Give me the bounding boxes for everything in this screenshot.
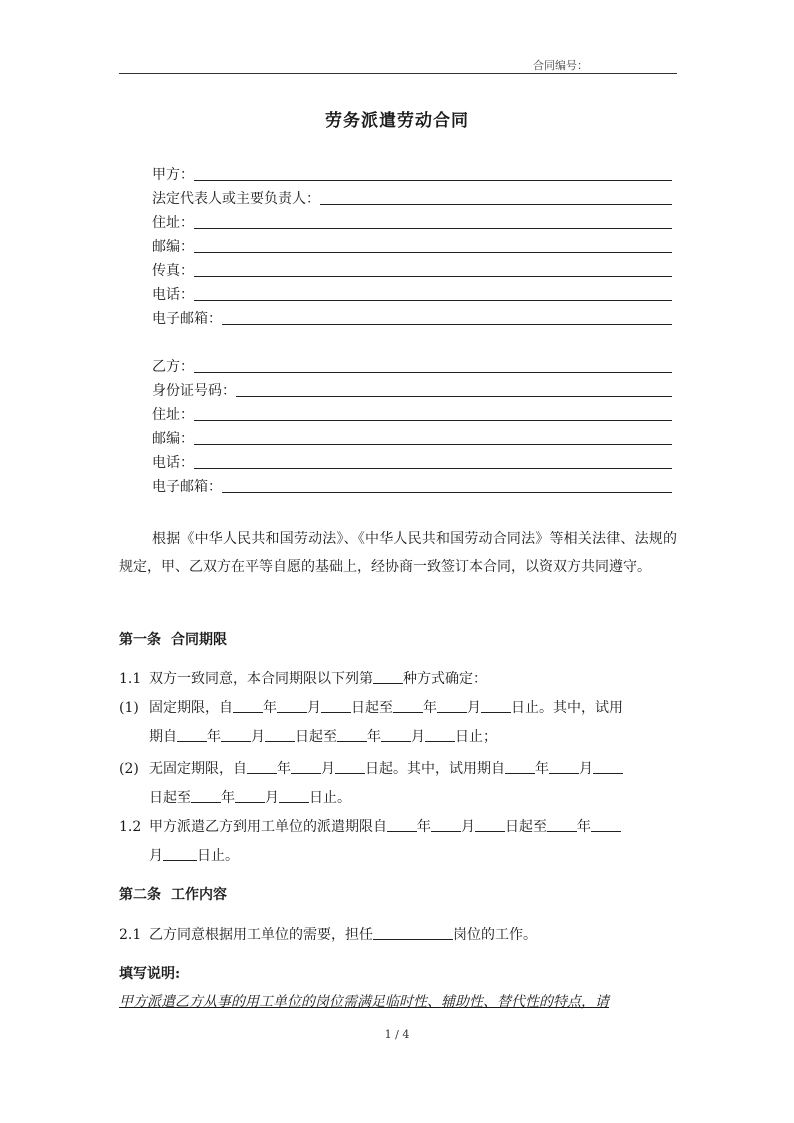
fill-line [222,492,672,493]
option-2-line-1 [119,758,679,778]
year-blank[interactable] [505,759,535,774]
day-blank[interactable] [593,759,623,774]
day-blank[interactable] [163,846,197,861]
fill-line [194,468,672,469]
month-text: 月 [265,790,279,806]
page-number: 1 / 4 [384,1028,410,1041]
clause-2-1 [119,924,679,944]
party-a-fax-label: 传真： [152,263,194,279]
party-a-name-field[interactable] [152,164,672,184]
document-title: 劳务派遣劳动合同 [325,111,469,131]
month-text: 月 [251,729,265,745]
month-blank[interactable] [235,788,265,803]
month-blank[interactable] [291,759,321,774]
intro-paragraph: 根据《中华人民共和国劳动法》、《中华人民共和国劳动合同法》等相关法律、法规的规定，甲、乙双方在平等自愿的基础上，经协商一致签订本合同，以资双方共同遵守。 [119,531,677,575]
year-blank[interactable] [191,788,221,803]
fill-line [194,276,672,277]
party-a-phone-label: 电话： [152,287,194,303]
clause-text: 种方式确定： [403,671,487,687]
option-1-line-2 [119,726,679,746]
option-text: 日起至 [351,700,393,716]
year-text: 年 [207,729,221,745]
party-a-phone-field[interactable] [152,284,672,304]
day-blank[interactable] [335,759,365,774]
fill-line [236,396,672,397]
year-text: 年 [277,761,291,777]
method-blank[interactable] [373,669,403,684]
article-2-number: 第二条 [119,887,161,903]
party-b-address-field[interactable] [152,404,672,424]
year-text: 年 [221,790,235,806]
option-text: 固定期限，自 [149,700,233,716]
party-a-postcode-label: 邮编： [152,239,194,255]
year-blank[interactable] [337,727,367,742]
fill-line [194,420,672,421]
article-2-title: 工作内容 [171,887,227,903]
party-b-id-field[interactable] [152,380,672,400]
year-blank[interactable] [233,698,263,713]
party-b-id-label: 身份证号码： [152,383,236,399]
option-1-line-1 [119,697,679,717]
clause-1-2-line-2 [119,845,679,865]
fill-line [194,180,672,181]
clause-number: 2.1 [119,927,142,943]
clause-1-1 [119,668,679,688]
article-1-number: 第一条 [119,632,161,648]
year-text: 年 [577,819,591,835]
day-blank[interactable] [279,788,309,803]
party-b-postcode-field[interactable] [152,428,672,448]
party-a-rep-label: 法定代表人或主要负责人： [152,191,320,207]
party-b-postcode-label: 邮编： [152,431,194,447]
party-b-email-label: 电子邮箱： [152,479,222,495]
contract-number-label: 合同编号： [533,59,588,72]
option-text: 日起至 [149,790,191,806]
month-blank[interactable] [277,698,307,713]
option-text: 日起。其中，试用期自 [365,761,505,777]
party-a-name-label: 甲方： [152,167,194,183]
party-a-email-field[interactable] [152,308,672,328]
day-blank[interactable] [481,698,511,713]
fill-line [194,372,672,373]
month-text: 月 [307,700,321,716]
month-text: 月 [461,819,475,835]
party-b-name-label: 乙方： [152,359,194,375]
party-a-email-label: 电子邮箱： [152,311,222,327]
option-text: 无固定期限，自 [149,761,247,777]
month-text: 月 [579,761,593,777]
clause-text: 甲方派遣乙方到用工单位的派遣期限自 [149,819,387,835]
option-text: 日止； [455,729,497,745]
year-text: 年 [423,700,437,716]
party-b-phone-field[interactable] [152,452,672,472]
year-blank[interactable] [393,698,423,713]
party-b-name-field[interactable] [152,356,672,376]
article-1-heading [119,629,227,649]
party-a-address-field[interactable] [152,212,672,232]
month-blank[interactable] [221,727,251,742]
party-a-postcode-field[interactable] [152,236,672,256]
option-text: 日止。其中，试用 [511,700,623,716]
month-text: 月 [149,848,163,864]
year-blank[interactable] [547,817,577,832]
clause-1-2-line-1 [119,816,679,836]
month-text: 月 [411,729,425,745]
year-text: 年 [367,729,381,745]
option-text: 日止。 [309,790,351,806]
fill-line [194,228,672,229]
year-text: 年 [535,761,549,777]
year-blank[interactable] [247,759,277,774]
party-a-rep-field[interactable] [152,188,672,208]
year-blank[interactable] [387,817,417,832]
month-blank[interactable] [549,759,579,774]
clause-text: 乙方同意根据用工单位的需要，担任 [149,927,373,943]
day-blank[interactable] [425,727,455,742]
clause-number: 1.1 [119,671,142,687]
article-1-title: 合同期限 [171,632,227,648]
position-blank[interactable] [373,925,453,940]
clause-text: 岗位的工作。 [453,927,537,943]
month-blank[interactable] [381,727,411,742]
fill-line [194,252,672,253]
clause-text: 日止。 [197,848,239,864]
option-text: 日起至 [295,729,337,745]
day-blank[interactable] [475,817,505,832]
year-text: 年 [417,819,431,835]
party-b-phone-label: 电话： [152,455,194,471]
month-text: 月 [467,700,481,716]
party-a-fax-field[interactable] [152,260,672,280]
fill-line [320,204,672,205]
clause-text: 日起至 [505,819,547,835]
day-blank[interactable] [265,727,295,742]
fill-note-text: 甲方派遣乙方从事的用工单位的岗位需满足临时性、辅助性、替代性的特点，请 [119,994,609,1010]
party-a-address-label: 住址： [152,215,194,231]
month-text: 月 [321,761,335,777]
option-number: (2) [119,761,139,777]
article-2-heading [119,884,227,904]
header-divider [119,73,677,74]
fill-line [194,444,672,445]
fill-note-title: 填写说明: [119,966,181,982]
fill-line [222,324,672,325]
month-blank[interactable] [437,698,467,713]
clause-number: 1.2 [119,819,142,835]
option-2-line-2 [119,787,679,807]
year-trailing-blank[interactable] [591,817,621,832]
year-blank[interactable] [177,727,207,742]
fill-line [194,300,672,301]
party-b-email-field[interactable] [152,476,672,496]
day-blank[interactable] [321,698,351,713]
year-text: 年 [263,700,277,716]
party-b-address-label: 住址： [152,407,194,423]
month-blank[interactable] [431,817,461,832]
option-text: 期自 [149,729,177,745]
option-number: (1) [119,700,139,716]
clause-text: 双方一致同意，本合同期限以下列第 [149,671,373,687]
